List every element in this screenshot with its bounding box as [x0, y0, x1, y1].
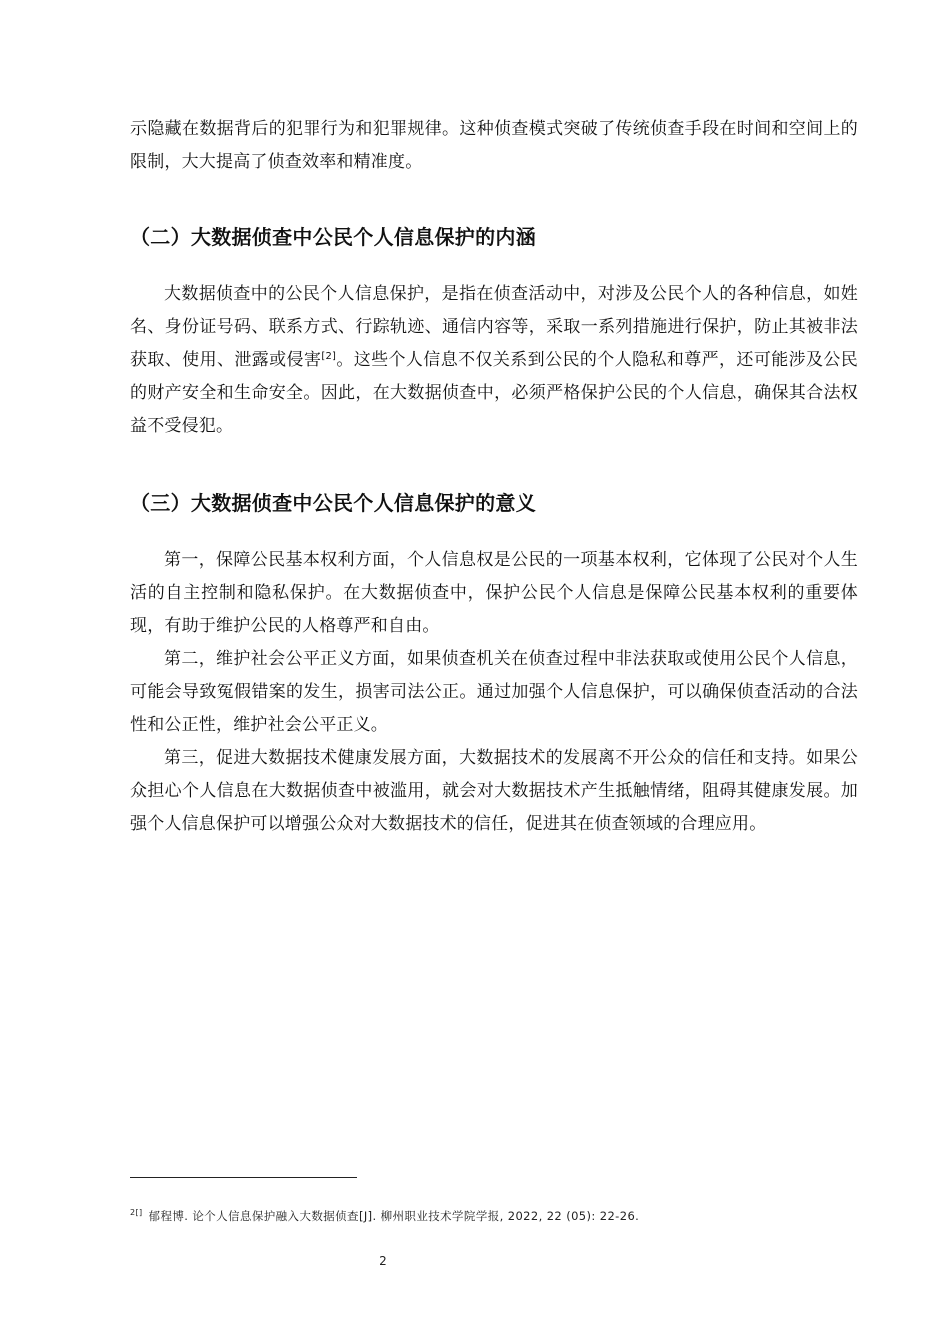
section3-paragraph-3: 第三，促进大数据技术健康发展方面，大数据技术的发展离不开公众的信任和支持。如果公众担心个人信息在大数据侦查中被滥用，就会对大数据技术产生抵触情绪，阻碍其健康发展。加强个人信息保护可以增强公众对大数据技术的信任，促进其在侦查领域的合理应用。: [130, 748, 858, 834]
section2-text-b: 。这些个人信息不仅关系到公民的个人隐私和尊严，还可能涉及公民的财产安全和生命安全。因此，在大数据侦查中，必须严格保护公民的个人信息，确保其合法权益不受侵犯。: [130, 350, 859, 436]
section-heading-2: （二）大数据侦查中公民个人信息保护的内涵: [130, 225, 536, 249]
section3-paragraph-2: 第二，维护社会公平正义方面，如果侦查机关在侦查过程中非法获取或使用公民个人信息，可能会导致冤假错案的发生，损害司法公正。通过加强个人信息保护，可以确保侦查活动的合法性和公正性，维护社会公平正义。: [130, 649, 858, 735]
section2-paragraph: [130, 278, 858, 443]
citation-ref[interactable]: [2]: [321, 351, 337, 362]
footnote-divider: [130, 1177, 357, 1178]
page-number: 2: [379, 1254, 387, 1268]
section3-paragraph-1: 第一，保障公民基本权利方面，个人信息权是公民的一项基本权利，它体现了公民对个人生活的自主控制和隐私保护。在大数据侦查中，保护公民个人信息是保障公民基本权利的重要体现，有助于维护公民的人格尊严和自由。: [130, 550, 858, 636]
footnote: [130, 1208, 639, 1224]
footnote-text: 郁程博. 论个人信息保护融入大数据侦查[J]. 柳州职业技术学院学报, 2022, 22 (05): 22-26.: [148, 1209, 640, 1223]
section-heading-3: （三）大数据侦查中公民个人信息保护的意义: [130, 491, 536, 515]
intro-paragraph: 示隐藏在数据背后的犯罪行为和犯罪规律。这种侦查模式突破了传统侦查手段在时间和空间上的限制，大大提高了侦查效率和精准度。: [130, 119, 858, 172]
document-body: [130, 113, 858, 841]
footnote-mark: 2[]: [130, 1208, 143, 1217]
section2-text-a: 大数据侦查中的公民个人信息保护，是指在侦查活动中，对涉及公民个人的各种信息，如姓名、身份证号码、联系方式、行踪轨迹、通信内容等，采取一系列措施进行保护，防止其被非法获取、使用、泄露或侵害: [130, 284, 858, 370]
